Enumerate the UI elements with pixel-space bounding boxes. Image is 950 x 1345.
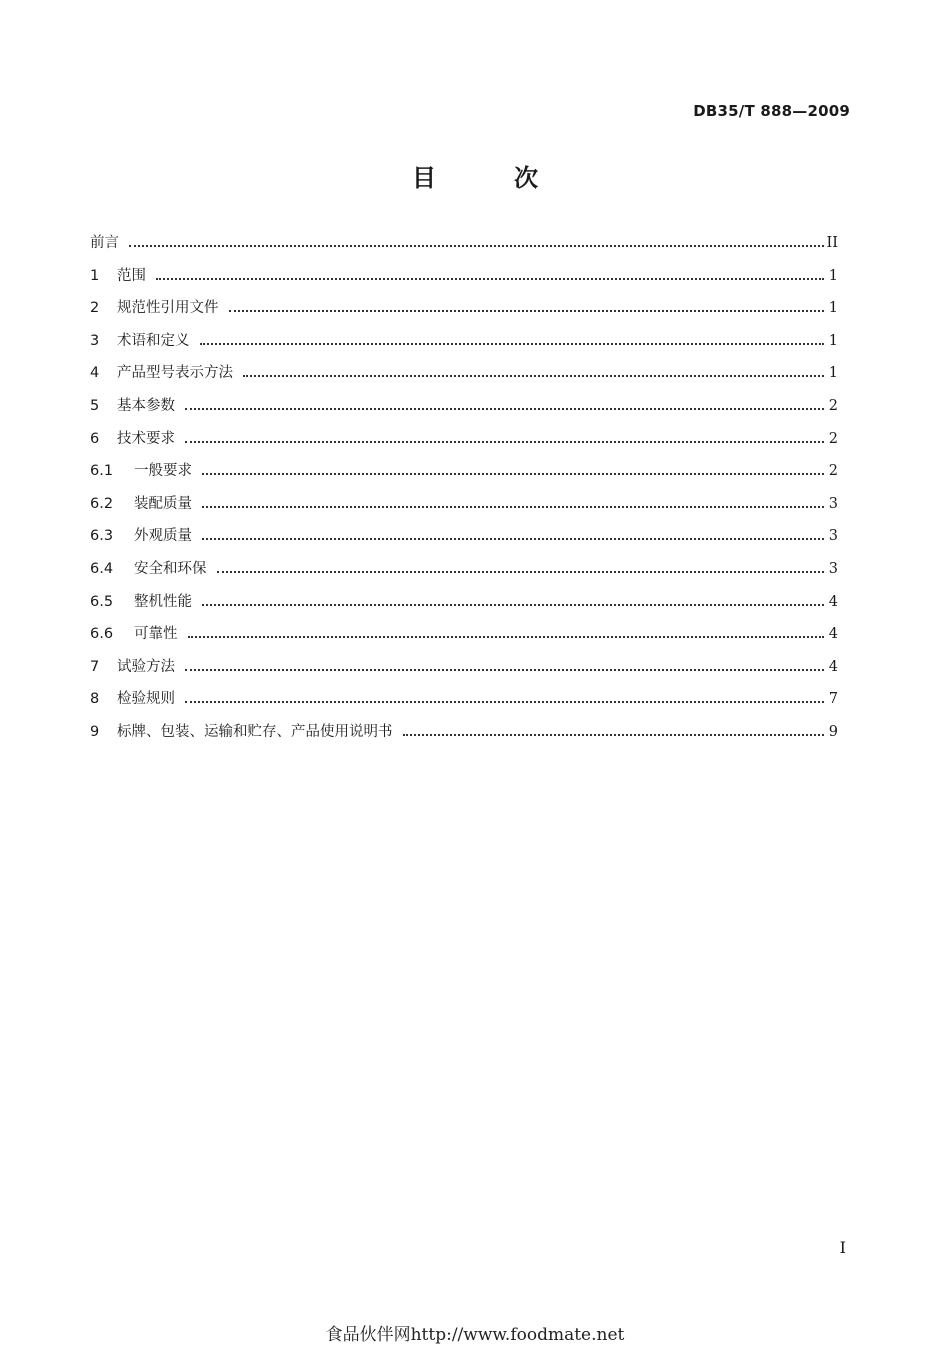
page-number: I: [839, 1238, 846, 1257]
toc-entry[interactable]: [90, 687, 838, 720]
toc-dot-leader: [185, 669, 824, 671]
toc-dot-leader: [202, 538, 824, 540]
toc-entry-number: 6: [90, 430, 100, 447]
toc-entry-label: 一般要求: [134, 463, 192, 480]
toc-entry[interactable]: [90, 622, 838, 655]
toc-entry-number: 4: [90, 365, 100, 382]
toc-entry-number: 2: [90, 300, 100, 317]
toc-dot-leader: [217, 571, 825, 573]
toc-entry[interactable]: [90, 557, 838, 590]
toc-title-char-2: 次: [514, 164, 538, 192]
toc-entry-page: 3: [828, 528, 838, 545]
toc-entry[interactable]: [90, 492, 838, 525]
toc-entry-number: 6.3: [90, 528, 114, 545]
toc-entry-label: 前言: [90, 235, 119, 251]
toc-entry-label: 标牌、包装、运输和贮存、产品使用说明书: [117, 723, 393, 740]
toc-list: [90, 231, 838, 753]
toc-dot-leader: [243, 375, 824, 377]
toc-entry[interactable]: [90, 329, 838, 362]
toc-entry-label: 规范性引用文件: [117, 300, 219, 317]
toc-entry-page: 9: [828, 723, 838, 740]
toc-entry-page: 4: [828, 626, 838, 643]
toc-entry-page: 1: [828, 300, 838, 317]
toc-entry-label: 范围: [117, 267, 146, 284]
toc-dot-leader: [202, 604, 824, 606]
toc-entry-page: 2: [828, 397, 838, 414]
toc-entry-page: 4: [828, 593, 838, 610]
toc-entry-label: 术语和定义: [117, 332, 190, 349]
toc-entry-number: 7: [90, 658, 100, 675]
toc-entry-label: 安全和环保: [134, 560, 207, 577]
toc-entry-label: 检验规则: [117, 691, 175, 708]
toc-dot-leader: [185, 701, 824, 703]
toc-dot-leader: [229, 310, 825, 312]
toc-entry[interactable]: [90, 590, 838, 623]
toc-dot-leader: [129, 245, 824, 247]
toc-entry-page: II: [826, 235, 838, 251]
toc-entry-label: 产品型号表示方法: [117, 365, 233, 382]
toc-entry-number: 5: [90, 397, 100, 414]
toc-entry-number: 9: [90, 723, 100, 740]
toc-entry-label: 试验方法: [117, 658, 175, 675]
toc-entry[interactable]: [90, 231, 838, 264]
toc-entry[interactable]: [90, 361, 838, 394]
toc-entry-label: 装配质量: [134, 495, 192, 512]
toc-entry-page: 1: [828, 267, 838, 284]
toc-entry-page: 4: [828, 658, 838, 675]
toc-entry-page: 1: [828, 365, 838, 382]
toc-entry-number: 3: [90, 332, 100, 349]
toc-entry[interactable]: [90, 394, 838, 427]
toc-entry[interactable]: [90, 524, 838, 557]
toc-entry-label: 技术要求: [117, 430, 175, 447]
toc-entry-label: 整机性能: [134, 593, 192, 610]
toc-entry-number: 1: [90, 267, 100, 284]
toc-entry[interactable]: [90, 720, 838, 753]
toc-entry-page: 2: [828, 463, 838, 480]
toc-entry-number: 8: [90, 691, 100, 708]
toc-entry-number: 6.5: [90, 593, 114, 610]
document-code: DB35/T 888—2009: [693, 102, 850, 120]
toc-entry-number: 6.2: [90, 495, 114, 512]
toc-entry[interactable]: [90, 459, 838, 492]
toc-dot-leader: [185, 441, 824, 443]
toc-entry-number: 6.4: [90, 560, 114, 577]
toc-dot-leader: [188, 636, 825, 638]
toc-entry-number: 6.6: [90, 626, 114, 643]
footer-watermark: 食品伙伴网http://www.foodmate.net: [325, 1325, 625, 1345]
toc-dot-leader: [403, 734, 825, 736]
toc-entry[interactable]: [90, 655, 838, 688]
toc-entry-label: 可靠性: [134, 626, 178, 643]
toc-entry[interactable]: [90, 264, 838, 297]
toc-entry-label: 基本参数: [117, 397, 175, 414]
toc-entry-label: 外观质量: [134, 528, 192, 545]
toc-dot-leader: [156, 278, 824, 280]
toc-entry[interactable]: [90, 427, 838, 460]
toc-entry-page: 2: [828, 430, 838, 447]
toc-entry-number: 6.1: [90, 463, 114, 480]
toc-title: [0, 158, 950, 193]
toc-dot-leader: [200, 343, 825, 345]
toc-entry-page: 7: [828, 691, 838, 708]
toc-dot-leader: [185, 408, 824, 410]
toc-title-char-1: 目: [412, 164, 436, 192]
toc-entry-page: 1: [828, 332, 838, 349]
toc-dot-leader: [202, 506, 824, 508]
toc-entry-page: 3: [828, 560, 838, 577]
toc-entry-page: 3: [828, 495, 838, 512]
toc-entry[interactable]: [90, 296, 838, 329]
toc-dot-leader: [202, 473, 824, 475]
